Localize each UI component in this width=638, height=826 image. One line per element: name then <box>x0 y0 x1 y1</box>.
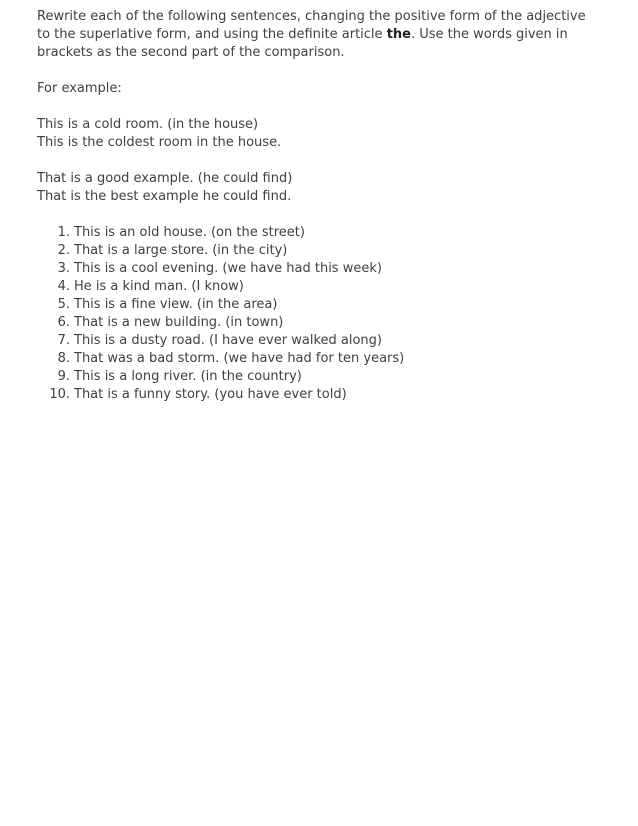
example-2 <box>37 170 597 206</box>
instructions-bold-word: the <box>386 27 411 42</box>
exercise-item <box>37 368 597 386</box>
exercise-text: That was a bad storm. (we have had for ten years) <box>74 351 405 366</box>
example-1 <box>37 116 597 152</box>
instructions <box>37 8 597 62</box>
exercise-item <box>37 296 597 314</box>
exercise-number: 5. <box>57 297 70 312</box>
exercise-text: This is a fine view. (in the area) <box>74 297 278 312</box>
exercise-number: 8. <box>57 351 70 366</box>
exercise-text: This is a long river. (in the country) <box>74 369 302 384</box>
exercise-text: That is a large store. (in the city) <box>74 243 288 258</box>
exercise-item <box>37 386 597 404</box>
exercise-list <box>37 224 597 404</box>
exercise-item <box>37 242 597 260</box>
exercise-text: He is a kind man. (I know) <box>74 279 244 294</box>
exercise-number: 2. <box>57 243 70 258</box>
exercise-item <box>37 224 597 242</box>
example-1-answer: This is the coldest room in the house. <box>37 135 282 150</box>
exercise-item <box>37 314 597 332</box>
exercise-number: 4. <box>57 279 70 294</box>
instructions-text-end: . Use the words given in brackets as the second part of the comparison. <box>37 27 568 60</box>
document-page <box>37 8 597 404</box>
exercise-item <box>37 350 597 368</box>
exercise-number: 10. <box>49 387 70 402</box>
exercise-item <box>37 278 597 296</box>
example-2-original: That is a good example. (he could find) <box>37 171 293 186</box>
exercise-item <box>37 332 597 350</box>
exercise-text: This is a dusty road. (I have ever walked along) <box>74 333 382 348</box>
exercise-text: That is a funny story. (you have ever told) <box>74 387 347 402</box>
exercise-number: 1. <box>57 225 70 240</box>
exercise-number: 9. <box>57 369 70 384</box>
exercise-text: That is a new building. (in town) <box>74 315 284 330</box>
exercise-number: 7. <box>57 333 70 348</box>
instructions-text-start: Rewrite each of the following sentences, changing the positive form of the adjective to the superlative form, and using the definite article <box>37 9 586 42</box>
exercise-number: 6. <box>57 315 70 330</box>
example-1-original: This is a cold room. (in the house) <box>37 117 259 132</box>
for-example-label: For example: <box>37 81 122 96</box>
example-2-answer: That is the best example he could find. <box>37 189 292 204</box>
exercise-item <box>37 260 597 278</box>
exercise-text: This is an old house. (on the street) <box>74 225 305 240</box>
exercise-text: This is a cool evening. (we have had this week) <box>74 261 382 276</box>
exercise-number: 3. <box>57 261 70 276</box>
